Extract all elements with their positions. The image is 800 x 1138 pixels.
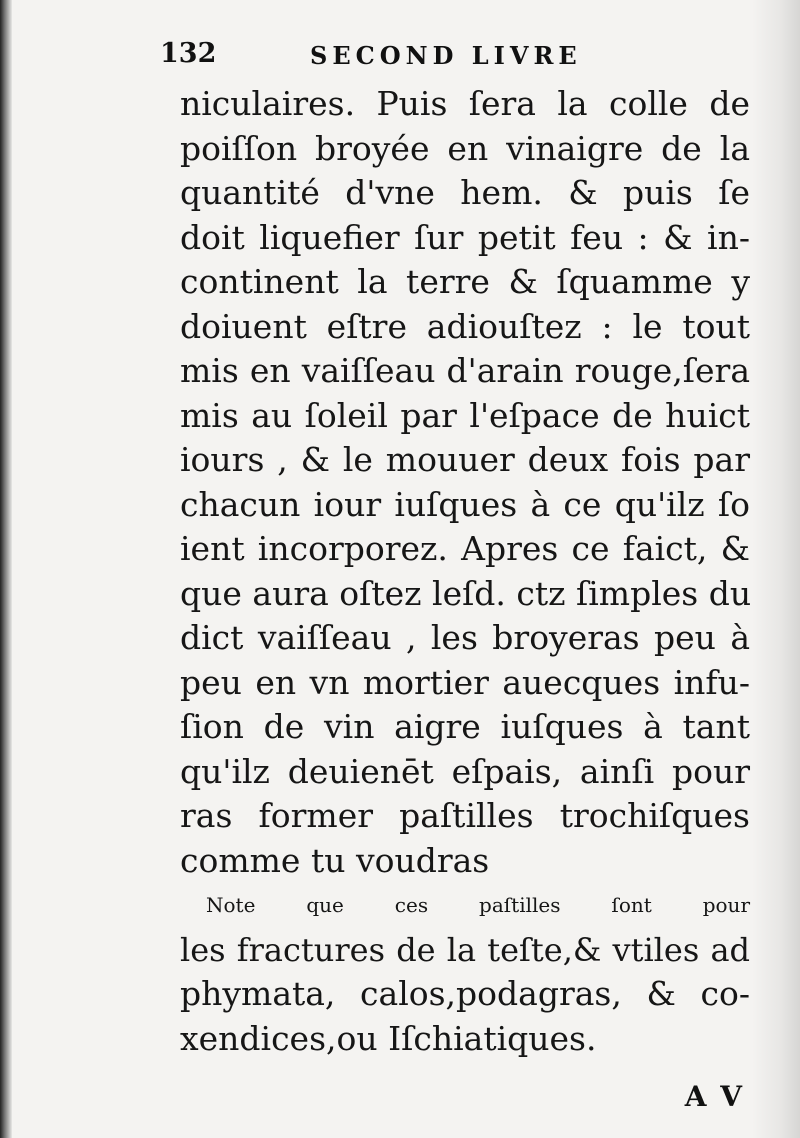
- text-line: ras former paſtilles trochiſques: [180, 796, 750, 835]
- text-line: peu en vn mortier auecques infu-: [180, 662, 750, 702]
- text-line: iours , & le mouuer deux fois par: [180, 440, 750, 479]
- text-line: ſion de vin aigre iuſques à tant: [180, 707, 750, 746]
- text-line: ient incorporez. Apres ce faict, &: [180, 529, 750, 568]
- text-line: continent la terre & ſquamme y: [180, 262, 750, 301]
- text-line: dict vaiſſeau , les broyeras peu à: [180, 618, 750, 657]
- text-line: doit liquefier ſur petit feu : & in-: [180, 217, 750, 257]
- text-line: chacun iour iuſques à ce qu'ilz ſo: [180, 484, 750, 524]
- text-line: niculaires. Puis ſera la colle de: [180, 84, 750, 123]
- page-number: 132: [160, 38, 217, 69]
- page-gutter-shadow: [0, 0, 12, 1138]
- text-line: qu'ilz deuienēt eſpais, ainſi pour: [180, 751, 750, 791]
- text-line: mis au ſoleil par l'eſpace de huict: [180, 395, 750, 435]
- text-line: xendices,ou Iſchiatiques.: [180, 1018, 597, 1058]
- text-line: que aura oſtez leſd. ctz ſimples du: [180, 573, 752, 613]
- body-text: [180, 82, 750, 1061]
- catchword: A V: [684, 1080, 744, 1113]
- text-line: comme tu voudras: [180, 840, 490, 880]
- text-line: doiuent eſtre adiouſtez : le tout: [180, 306, 750, 346]
- text-line: quantité d'vne hem. & puis ſe: [180, 173, 750, 212]
- text-line: Note que ces paſtilles ſont pour: [206, 893, 750, 917]
- page-header: [160, 38, 640, 82]
- text-line: mis en vaiſſeau d'arain rouge,ſera: [180, 351, 750, 390]
- text-line: phymata, calos,podagras, & co-: [180, 974, 750, 1013]
- page-edge-shadow: [752, 0, 800, 1138]
- running-title: SECOND LIVRE: [310, 41, 582, 70]
- text-line: poiſſon broyée en vinaigre de la: [180, 128, 750, 168]
- text-line: les fractures de la teſte,& vtiles ad: [180, 930, 750, 969]
